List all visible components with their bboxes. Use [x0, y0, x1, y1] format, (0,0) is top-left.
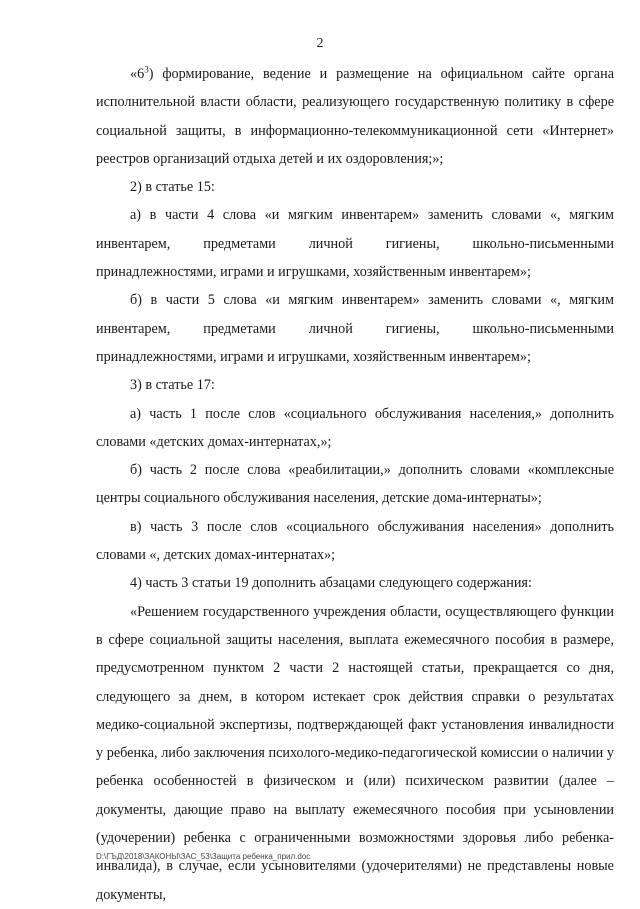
paragraph-intro: [96, 60, 614, 173]
paragraph: 4) часть 3 статьи 19 дополнить абзацами следующего содержания:: [130, 575, 532, 592]
superscript: 3: [144, 64, 149, 75]
document-body: [96, 60, 614, 909]
file-path-footer: D:\ГЪД\2018\ЗАКОНЫ\ЗАС_53\Защита ребенка_прил.doc: [96, 852, 311, 861]
paragraph: б) часть 2 после слова «реабилитации,» дополнить словами «комплексные центры социального обслуживания населения, детские дома-интернаты»;: [96, 462, 614, 507]
paragraph: б) в части 5 слова «и мягким инвентарем» заменить словами «, мягким инвентарем, предметами личной гигиены, школьно-письменными принадлежностями, играми и игрушками, хозяйственным инвентарем»;: [96, 292, 614, 365]
paragraph: а) в части 4 слова «и мягким инвентарем» заменить словами «, мягким инвентарем, предметами личной гигиены, школьно-письменными принадлежностями, играми и игрушками, хозяйственным инвентарем»;: [96, 207, 614, 281]
paragraph: «Решением государственного учреждения области, осуществляющего функции в сфере социальной защиты населения, выплата ежемесячного пособия в размере, предусмотренном пунктом 2 части 2 настоящей статьи, прекращается со дня, следующего за днем, в котором истекает срок действия справки о результатах медико-социальной экспертизы, подтверждающей факт установления инвалидности у ребенка, либо заключения психолого-медико-педагогической комиссии о наличии у ребенка особенностей в физическом и (или) психическом развитии (далее – документы, дающие право на выплату ежемесячного пособия при усыновлении (удочерении) ребенка с ограниченными возможностями здоровья либо ребенка-инвалида), в случае, если усыновителями (удочерителями) не представлены новые документы,: [96, 603, 614, 903]
paragraph: а) часть 1 после слов «социального обслуживания населения,» дополнить словами «детских домах-интернатах,»;: [96, 405, 614, 450]
page-number: 2: [316, 36, 324, 51]
intro-text: ) формирование, ведение и размещение на официальном сайте органа исполнительной власти области, реализующего государственную политику в сфере социальной защиты, в информационно-телекоммуникационной сети «Интернет» реестров организаций отдыха детей и их оздоровления;»;: [96, 66, 614, 167]
paragraph: 3) в статье 17:: [130, 377, 215, 394]
intro-prefix: «6: [130, 66, 145, 82]
paragraph: 2) в статье 15:: [130, 179, 215, 196]
paragraph: в) часть 3 после слов «социального обслуживания населения» дополнить словами «, детских домах-интернатах»;: [96, 518, 614, 564]
